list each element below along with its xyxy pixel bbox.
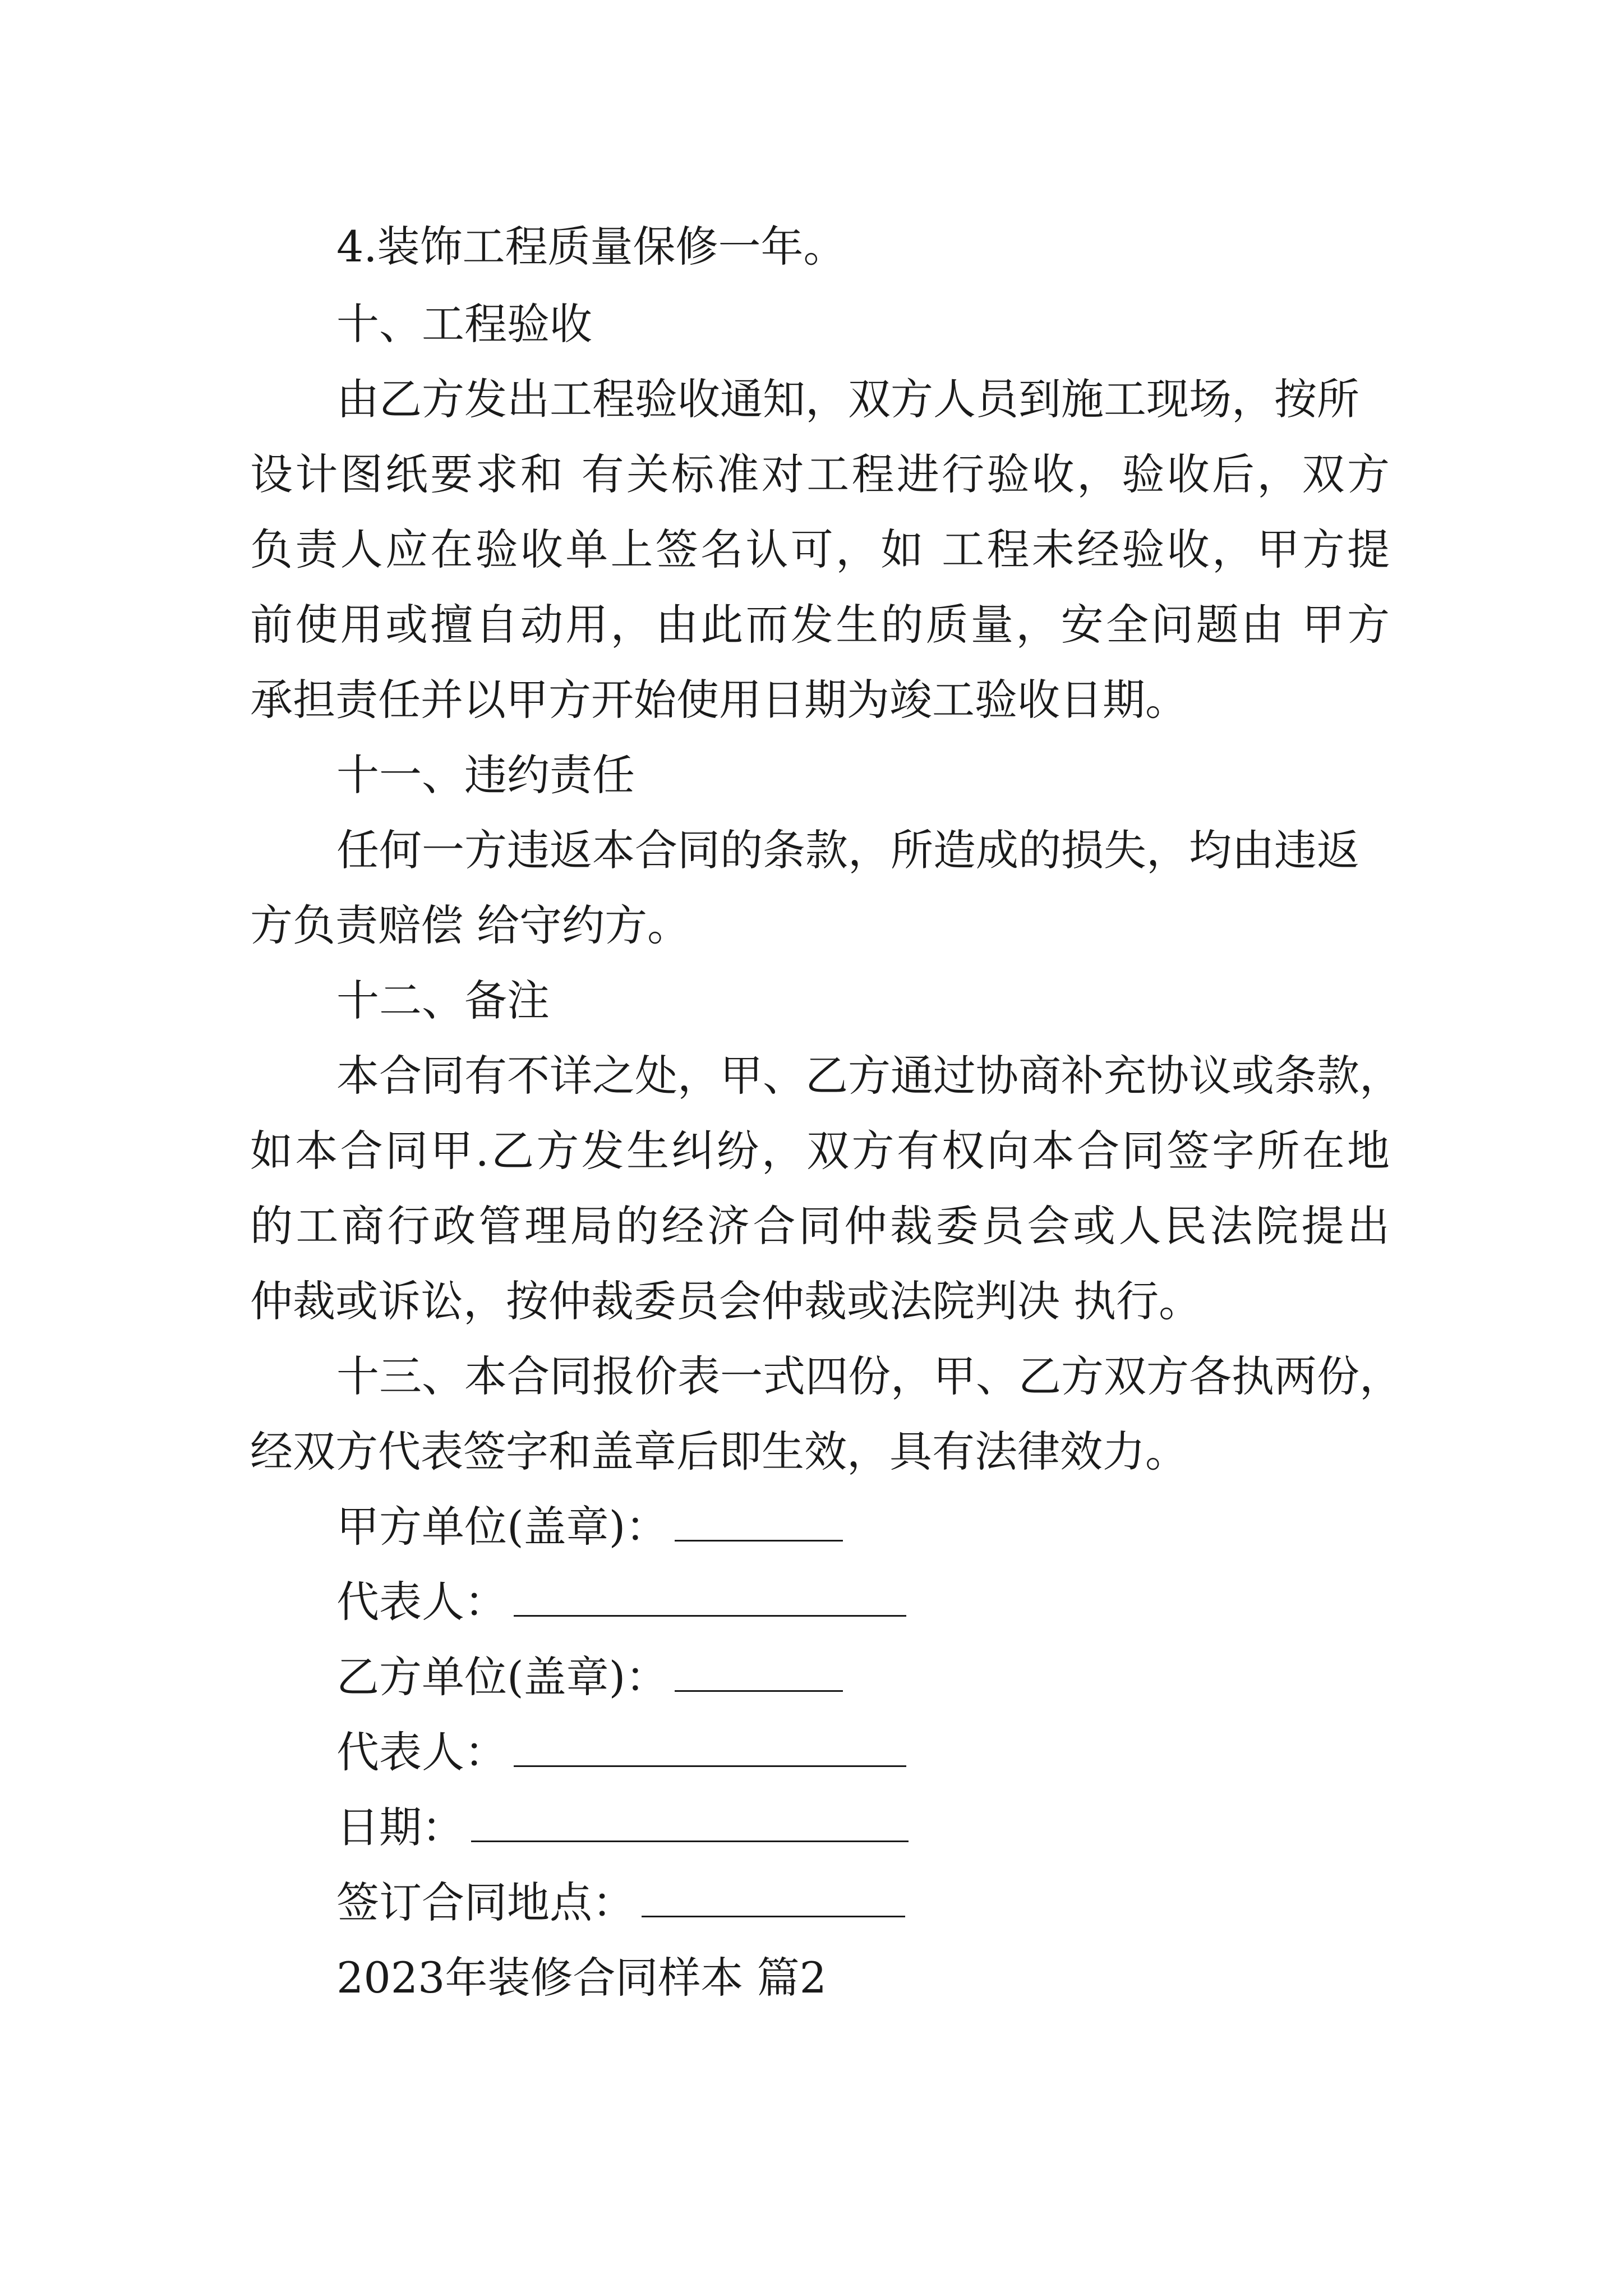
signature-blank-line xyxy=(514,1726,906,1767)
signature-label: 甲方单位(盖章)： xyxy=(336,1502,668,1552)
signature-blank-line xyxy=(675,1651,843,1692)
signature-party-a-rep xyxy=(336,1574,906,1630)
paragraph-line: 仲裁或诉讼，按仲裁委员会仲裁或法院判决 执行。 xyxy=(250,1276,1202,1326)
signature-blank-line xyxy=(675,1501,843,1542)
paragraph-line: 本合同有不详之处，甲、乙方通过协商补充协议或条款， xyxy=(336,1051,1402,1101)
paragraph-line: 由乙方发出工程验收通知，双方人员到施工现场，按所 xyxy=(336,374,1359,424)
paragraph-line: 如本合同甲.乙方发生纠纷，双方有权向本合同签字所在地 xyxy=(250,1126,1390,1176)
paragraph-line: 经双方代表签字和盖章后即生效，具有法律效力。 xyxy=(250,1427,1188,1476)
signature-blank-line xyxy=(514,1576,906,1617)
paragraph-line: 承担责任并以甲方开始使用日期为竣工验收日期。 xyxy=(250,675,1188,725)
section-heading-acceptance: 十、工程验收 xyxy=(336,299,592,349)
paragraph-line: 任何一方违返本合同的条款，所造成的损失，均由违返 xyxy=(336,825,1359,875)
signature-party-b-unit xyxy=(336,1649,843,1705)
signature-party-a-unit xyxy=(336,1499,843,1555)
paragraph-line: 方负责赔偿 给守约方。 xyxy=(250,900,690,950)
next-section-title: 2023年装修合同样本 篇2 xyxy=(336,1953,827,2003)
paragraph-line: 前使用或擅自动用，由此而发生的质量，安全问题由 甲方 xyxy=(250,600,1390,650)
signature-label: 日期： xyxy=(336,1802,464,1852)
section-heading-liability: 十一、违约责任 xyxy=(336,750,635,800)
section-heading-copies: 十三、本合同报价表一式四份，甲、乙方双方各执两份， xyxy=(336,1351,1402,1401)
signature-blank-line xyxy=(471,1801,909,1842)
paragraph-line: 负责人应在验收单上签名认可，如 工程未经验收，甲方提 xyxy=(250,524,1390,574)
signature-place xyxy=(336,1875,905,1931)
clause-item-4: 4.装饰工程质量保修一年。 xyxy=(336,222,846,272)
signature-blank-line xyxy=(642,1876,905,1917)
signature-party-b-rep xyxy=(336,1724,906,1780)
signature-label: 签订合同地点： xyxy=(336,1878,635,1927)
paragraph-line: 的工商行政管理局的经济合同仲裁委员会或人民法院提出 xyxy=(250,1201,1390,1251)
signature-label: 乙方单位(盖章)： xyxy=(336,1652,668,1702)
section-heading-notes: 十二、备注 xyxy=(336,976,550,1025)
signature-date xyxy=(336,1800,909,1856)
signature-label: 代表人： xyxy=(336,1577,507,1627)
paragraph-line: 设计图纸要求和 有关标准对工程进行验收，验收后，双方 xyxy=(250,449,1390,499)
signature-label: 代表人： xyxy=(336,1727,507,1777)
